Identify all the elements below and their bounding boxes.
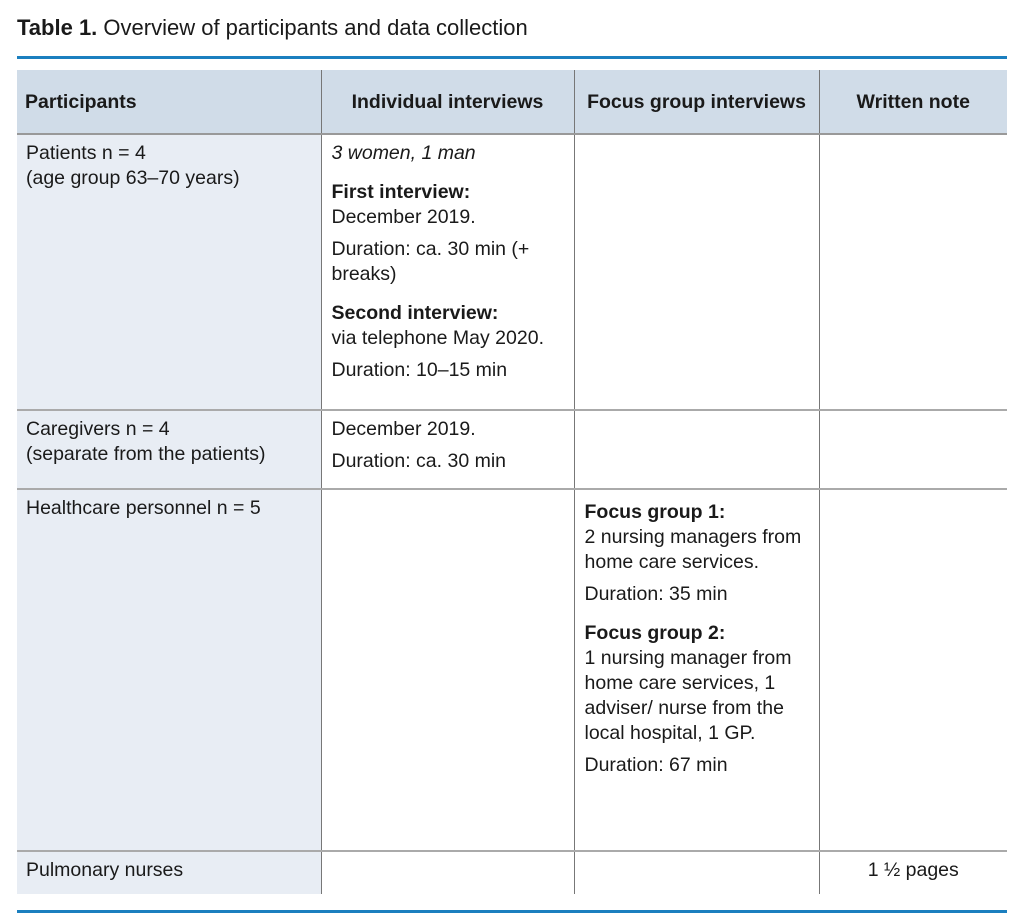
table-caption [17,14,528,42]
focus-group-2-duration: Duration: 67 min [584,754,728,776]
cell-participants [17,410,321,489]
table-row [17,410,1007,489]
header-written-note: Written note [819,70,1007,134]
focus-group-2-label: Focus group 2: [584,622,726,644]
cell-individual-interviews [321,489,574,851]
participant-detail: (separate from the patients) [26,443,266,465]
cell-written-note [819,489,1007,851]
header-row [17,70,1007,134]
table-row [17,851,1007,894]
table-row [17,489,1007,851]
focus-group-1-participants: 2 nursing managers from home care services. [584,526,802,573]
participant-group: Patients n = 4 [26,142,146,164]
cell-participants [17,851,321,894]
cell-focus-group [574,851,819,894]
cell-participants [17,489,321,851]
second-interview-label: Second interview: [331,302,499,324]
second-interview-duration: Duration: 10–15 min [331,359,508,381]
participant-group: Caregivers n = 4 [26,418,170,440]
cell-individual-interviews [321,410,574,489]
focus-group-1-duration: Duration: 35 min [584,583,728,605]
second-interview-date: via telephone May 2020. [331,327,544,349]
focus-group-2-participants: 1 nursing manager from home care services, 1 adviser/ nurse from the local hospital, 1 GP. [584,647,792,744]
cell-individual-interviews [321,851,574,894]
caption-label: Table 1. [17,15,98,40]
header-focus-group-interviews: Focus group interviews [574,70,819,134]
table-row [17,134,1007,410]
cell-individual-interviews [321,134,574,410]
cell-focus-group [574,489,819,851]
participant-group: Pulmonary nurses [26,859,184,881]
header-individual-interviews: Individual interviews [321,70,574,134]
first-interview-label: First interview: [331,181,471,203]
interview-date: December 2019. [331,418,476,440]
header-participants: Participants [17,70,321,134]
cell-focus-group [574,410,819,489]
bottom-rule [17,910,1007,913]
cell-participants [17,134,321,410]
participants-table [17,70,1007,894]
cell-written-note: 1 ½ pages [819,851,1007,894]
cell-focus-group [574,134,819,410]
gender-summary: 3 women, 1 man [331,142,476,164]
interview-duration: Duration: ca. 30 min [331,450,507,472]
participant-detail: (age group 63–70 years) [26,167,240,189]
top-rule [17,56,1007,59]
cell-written-note [819,410,1007,489]
first-interview-date: December 2019. [331,206,476,228]
focus-group-1-label: Focus group 1: [584,501,726,523]
first-interview-duration: Duration: ca. 30 min (+ breaks) [331,238,530,285]
participant-group: Healthcare personnel n = 5 [26,497,261,519]
cell-written-note [819,134,1007,410]
caption-text: Overview of participants and data collection [103,15,528,40]
